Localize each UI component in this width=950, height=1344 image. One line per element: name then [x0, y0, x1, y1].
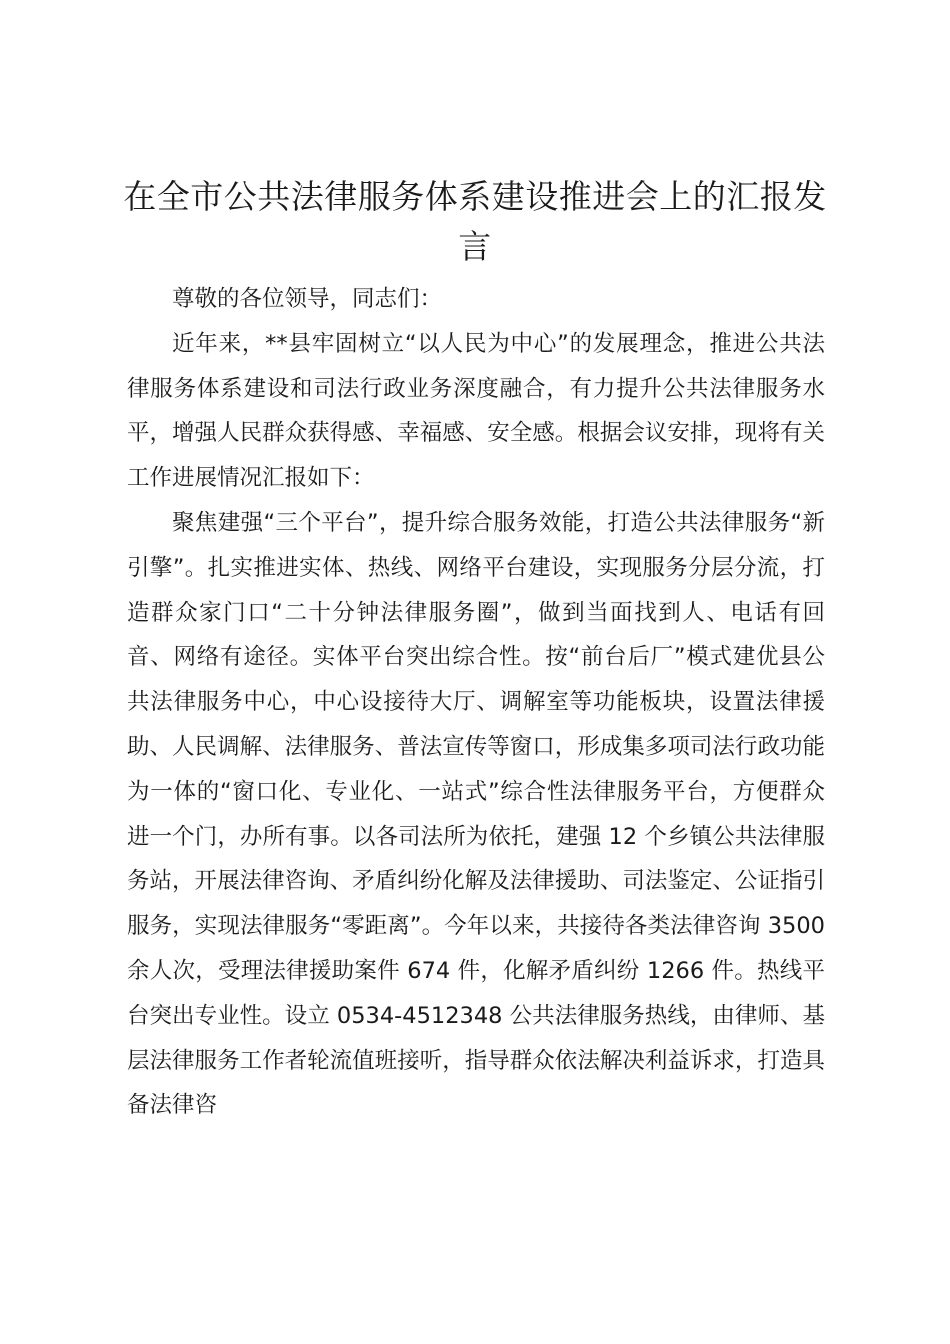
platform-paragraph: 聚焦建强“三个平台”，提升综合服务效能，打造公共法律服务“新引擎”。扎实推进实体、热线、网络平台建设，实现服务分层分流，打造群众家门口“二十分钟法律服务圈”，做到当面找到人、电话有回音、网络有途径。实体平台突出综合性。按“前台后厂”模式建优县公共法律服务中心，中心设接待大厅、调解室等功能板块，设置法律援助、人民调解、法律服务、普法宣传等窗口，形成集多项司法行政功能为一体的“窗口化、专业化、一站式”综合性法律服务平台，方便群众进一个门，办所有事。以各司法所为依托，建强 12 个乡镇公共法律服务站，开展法律咨询、矛盾纠纷化解及法律援助、司法鉴定、公证指引服务，实现法律服务“零距离”。今年以来，共接待各类法律咨询 3500 余人次，受理法律援助案件 674 件，化解矛盾纠纷 1266 件。热线平台突出专业性。设立 0534-4512348 公共法律服务热线，由律师、基层法律服务工作者轮流值班接听，指导群众依法解决利益诉求，打造具备法律咨 — [127, 509, 825, 1119]
document-body — [127, 277, 825, 1128]
salutation-paragraph: 尊敬的各位领导，同志们： — [172, 286, 443, 312]
intro-paragraph: 近年来，**县牢固树立“以人民为中心”的发展理念，推进公共法律服务体系建设和司法行政业务深度融合，有力提升公共法律服务水平，增强人民群众获得感、幸福感、安全感。根据会议安排，现将有关工作进展情况汇报如下： — [127, 330, 825, 492]
document-title: 在全市公共法律服务体系建设推进会上的汇报发言 — [123, 177, 827, 266]
